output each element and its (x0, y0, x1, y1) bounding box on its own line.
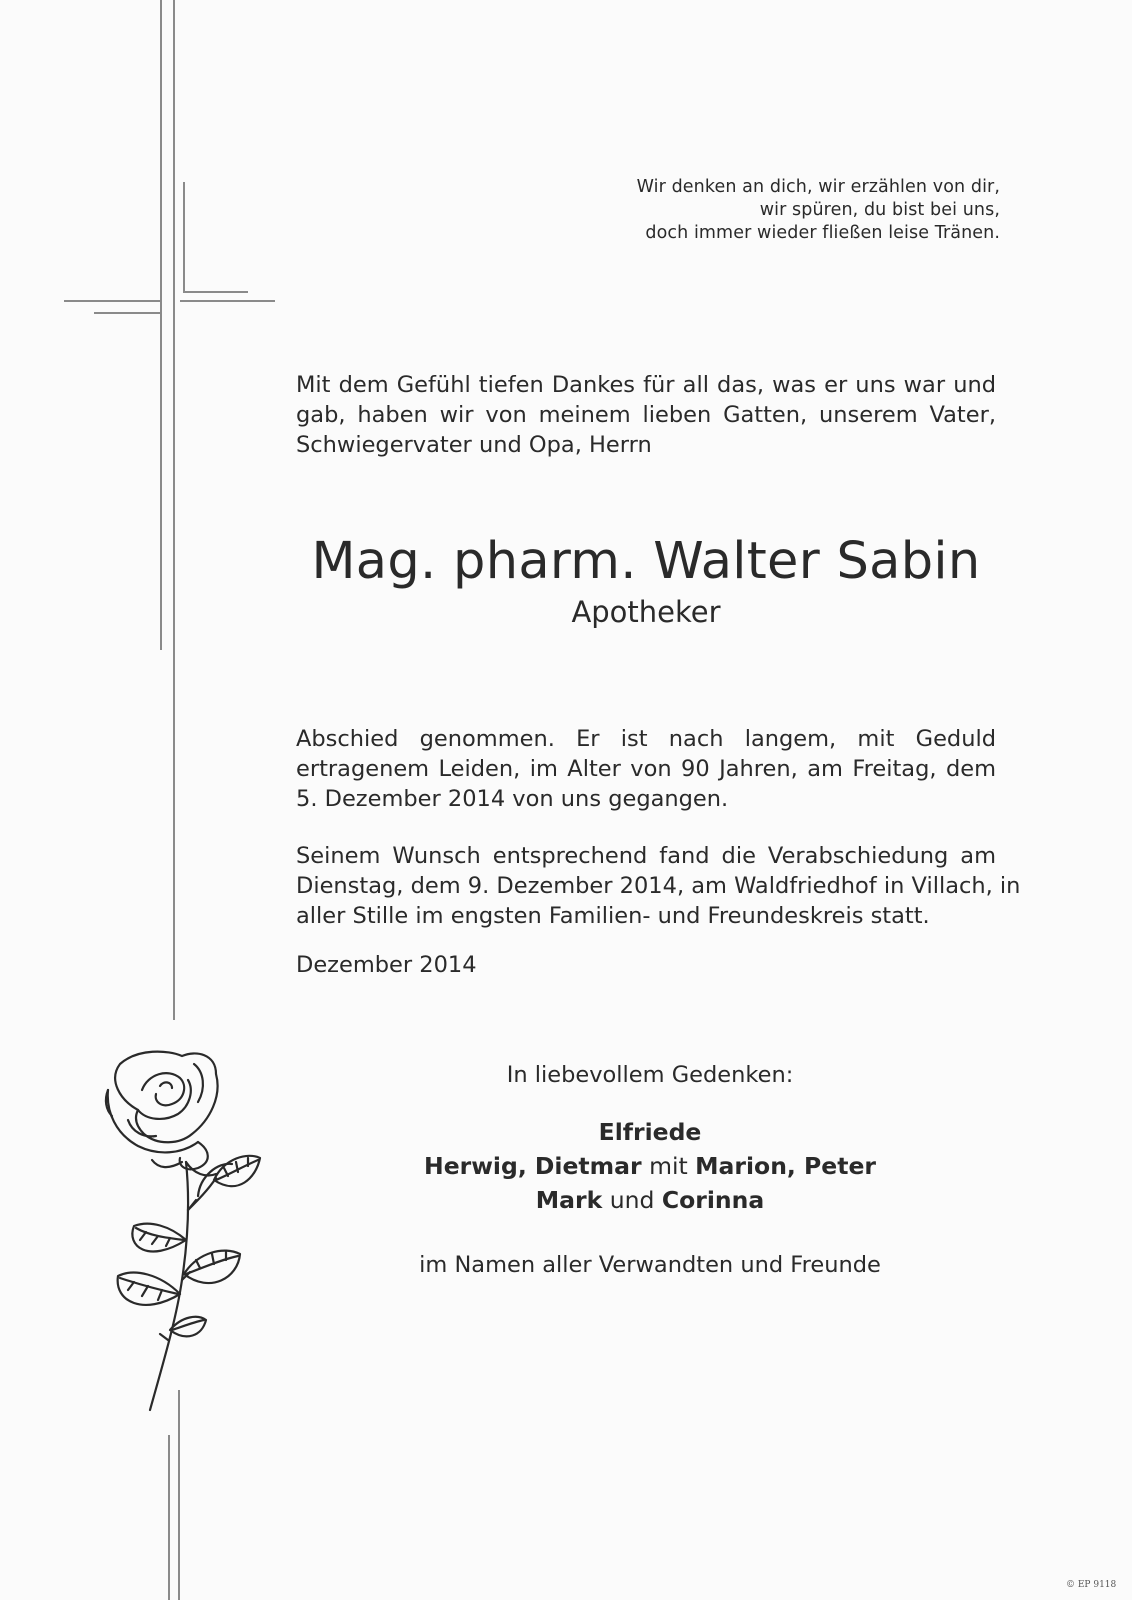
bottom-rule-left (168, 1435, 170, 1600)
cross-vertical-inner (183, 182, 185, 292)
deceased-title: Apotheker (571, 595, 721, 629)
mourner-name: Corinna (661, 1186, 765, 1214)
rose-icon (98, 1050, 278, 1420)
deceased-name: Mag. pharm. Walter Sabin (311, 532, 981, 591)
farewell-line: aller Stille im engsten Familien- und Freundeskreis statt. (296, 903, 930, 929)
cross-horizontal-left (64, 300, 160, 302)
farewell-line: Seinem Wunsch entsprechend fand die Verabschiedung am (296, 843, 996, 869)
mourner-name: Mark (535, 1186, 603, 1214)
closing-line: im Namen aller Verwandten und Freunde (419, 1252, 881, 1278)
cross-horizontal-right (180, 300, 275, 302)
announcement-line: ertragenem Leiden, im Alter von 90 Jahren, am Freitag, dem (296, 756, 996, 782)
poem (590, 176, 1000, 245)
mourner-name: Marion, Peter (695, 1152, 876, 1180)
print-code: © EP 9118 (1066, 1580, 1117, 1590)
intro-line: gab, haben wir von meinem lieben Gatten, unserem Vater, (296, 402, 996, 428)
intro-paragraph (296, 370, 996, 460)
farewell-line: Dienstag, dem 9. Dezember 2014, am Waldfriedhof in Villach, in (296, 873, 1021, 899)
poem-line: Wir denken an dich, wir erzählen von dir, (636, 177, 1000, 197)
cross-vertical-left (160, 0, 162, 650)
cross-vertical-right (173, 0, 175, 1020)
farewell-paragraph (296, 841, 1021, 931)
mourners (370, 1115, 930, 1217)
mourner-connector: mit (641, 1152, 696, 1180)
intro-line: Mit dem Gefühl tiefen Dankes für all das, was er uns war und (296, 372, 996, 398)
bottom-rule-right (178, 1390, 180, 1600)
announcement-line: 5. Dezember 2014 von uns gegangen. (296, 786, 729, 812)
notice-date: Dezember 2014 (296, 952, 477, 978)
mourner-connector: und (602, 1186, 662, 1214)
cross-horizontal-upper (183, 291, 248, 293)
mourner-name: Herwig, Dietmar (424, 1152, 642, 1180)
intro-line: Schwiegervater und Opa, Herrn (296, 432, 652, 458)
memory-line: In liebevollem Gedenken: (506, 1062, 794, 1088)
cross-horizontal-lower (94, 312, 160, 314)
announcement-line: Abschied genommen. Er ist nach langem, mit Geduld (296, 726, 996, 752)
poem-line: wir spüren, du bist bei uns, (759, 200, 1000, 220)
announcement-paragraph (296, 724, 996, 814)
poem-line: doch immer wieder fließen leise Tränen. (645, 223, 1000, 243)
mourner-name: Elfriede (598, 1118, 702, 1146)
